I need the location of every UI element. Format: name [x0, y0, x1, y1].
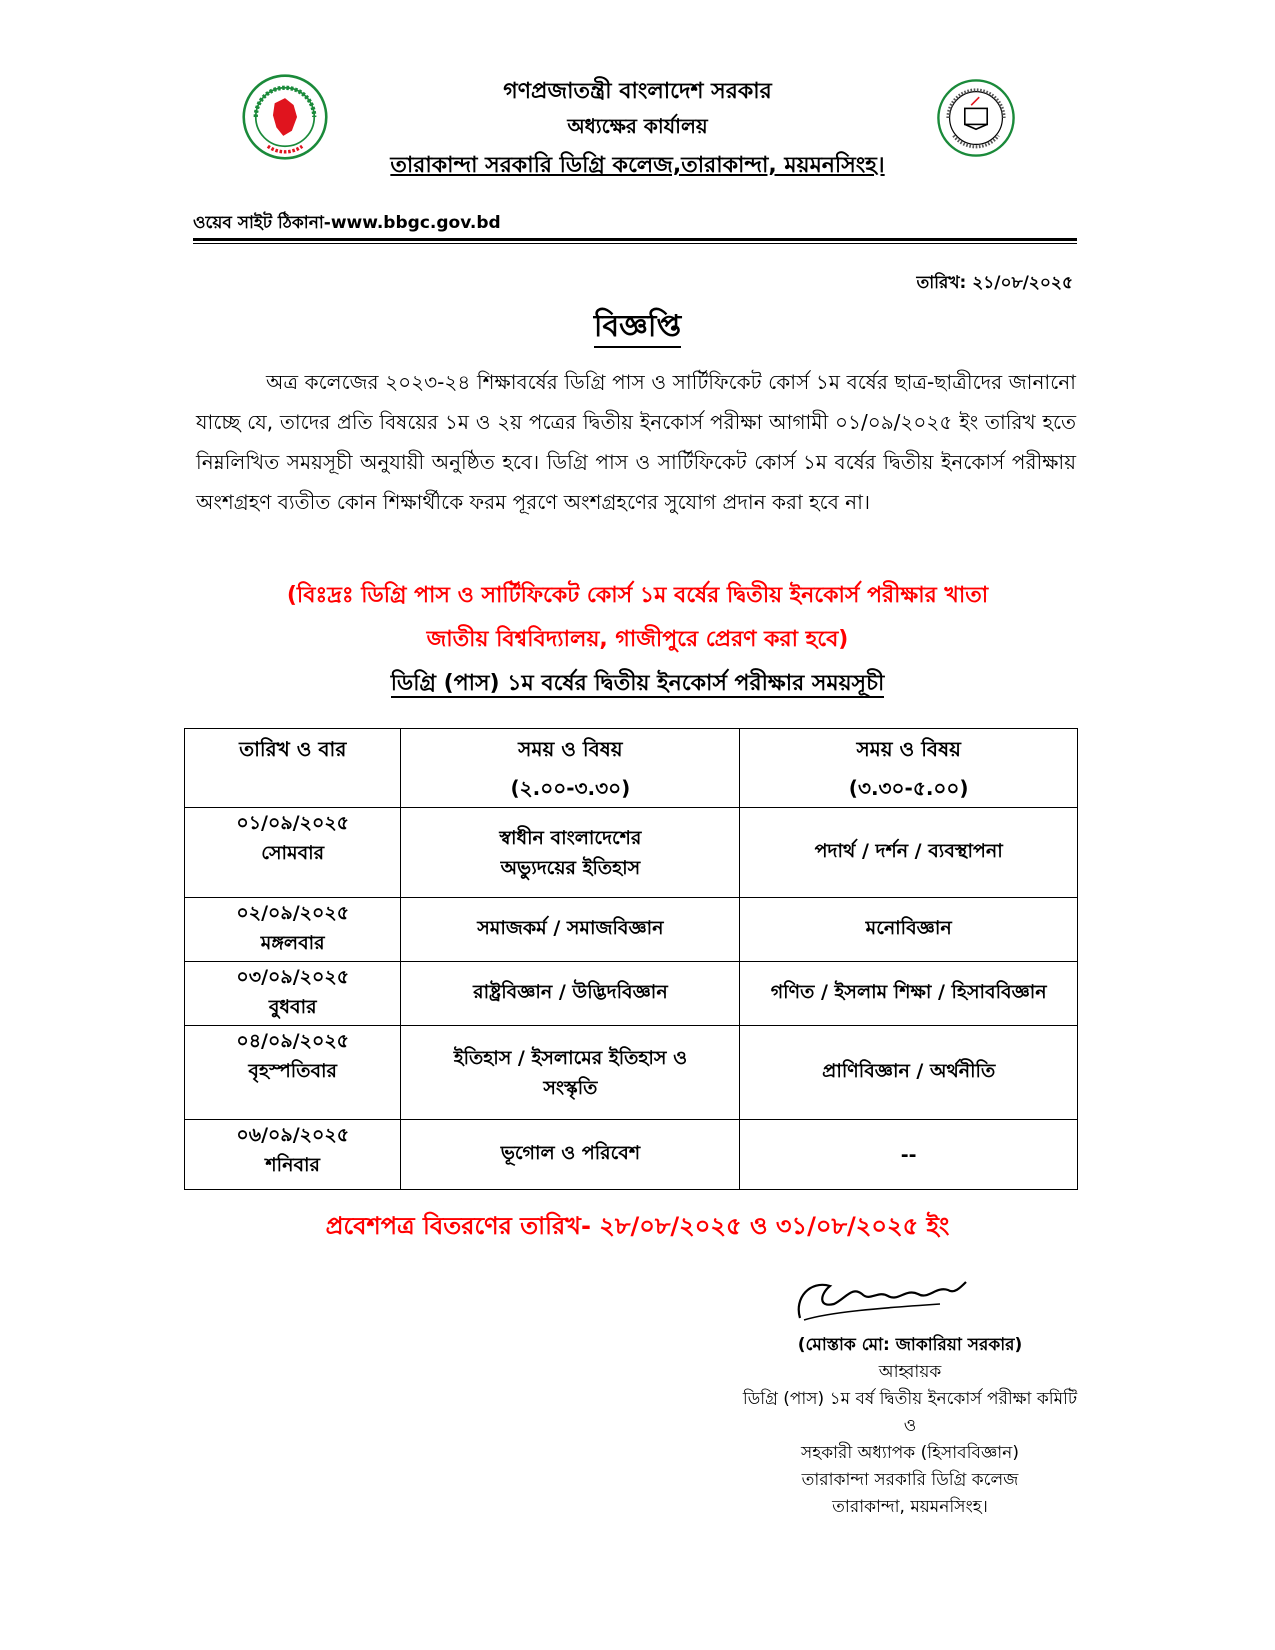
signatory-role: আহ্বায়ক: [878, 1362, 942, 1382]
date-cell: [185, 962, 401, 1026]
table-row: [185, 1120, 1078, 1190]
signatory-institution: তারাকান্দা সরকারি ডিগ্রি কলেজ: [801, 1470, 1019, 1490]
exam-date: ০১/০৯/২০২৫: [236, 812, 350, 834]
header-time: (৩.৩০-৫.০০): [848, 776, 969, 800]
exam-day: সোমবার: [261, 842, 325, 864]
header-divider: [193, 238, 1077, 241]
date-cell: [185, 1026, 401, 1120]
slot-1-subject: ইতিহাস / ইসলামের ইতিহাস ও সংস্কৃতি: [401, 1026, 740, 1120]
header-college-name: তারাকান্দা সরকারি ডিগ্রি কলেজ,তারাকান্দা, ময়মনসিংহ।: [390, 153, 885, 178]
table-row: [185, 1026, 1078, 1120]
notice-body-text: অত্র কলেজের ২০২৩-২৪ শিক্ষাবর্ষের ডিগ্রি পাস ও সার্টিফিকেট কোর্স ১ম বর্ষের ছাত্র-ছাত্রীদের জানানো যাচ্ছে যে, তাদের প্রতি বিষয়ের ১ম ও ২য় পত্রের দ্বিতীয় ইনকোর্স পরীক্ষা আগামী ০১/০৯/২০২৫ ইং তারিখ হতে নিম্নলিখিত সময়সূচী অনুযায়ী অনুষ্ঠিত হবে। ডিগ্রি পাস ও সার্টিফিকেট কোর্স ১ম বর্ষের দ্বিতীয় ইনকোর্স পরীক্ষায় অংশগ্রহণ ব্যতীত কোন শিক্ষার্থীকে ফরম পূরণে অংশগ্রহণের সুযোগ প্রদান করা হবে না।: [196, 370, 1076, 514]
date-cell: [185, 898, 401, 962]
handwritten-signature: [790, 1268, 970, 1328]
slot-2-subject: পদার্থ / দর্শন / ব্যবস্থাপনা: [740, 808, 1078, 898]
header-label: সময় ও বিষয়: [856, 737, 961, 761]
admit-card-distribution: প্রবেশপত্র বিতরণের তারিখ- ২৮/০৮/২০২৫ ও ৩১/০৮/২০২৫ ইং: [325, 1212, 950, 1240]
table-row: [185, 808, 1078, 898]
header-label: সময় ও বিষয়: [518, 737, 623, 761]
slot-2-subject: গণিত / ইসলাম শিক্ষা / হিসাববিজ্ঞান: [740, 962, 1078, 1026]
header-government-name: গণপ্রজাতন্ত্রী বাংলাদেশ সরকার: [503, 79, 772, 104]
note-line-1: (বিঃদ্রঃ ডিগ্রি পাস ও সার্টিফিকেট কোর্স ১ম বর্ষের দ্বিতীয় ইনকোর্স পরীক্ষার খাতা: [286, 583, 989, 608]
signatory-and: ও: [903, 1416, 917, 1436]
date-cell: [185, 808, 401, 898]
header-office-name: অধ্যক্ষের কার্যালয়: [567, 114, 708, 138]
exam-date: ০৩/০৯/২০২৫: [236, 966, 350, 988]
slot-2-subject: মনোবিজ্ঞান: [740, 898, 1078, 962]
signatory-committee: ডিগ্রি (পাস) ১ম বর্ষ দ্বিতীয় ইনকোর্স পরীক্ষা কমিটি: [742, 1389, 1078, 1409]
schedule-title: ডিগ্রি (পাস) ১ম বর্ষের দ্বিতীয় ইনকোর্স পরীক্ষার সময়সূচী: [390, 671, 885, 696]
date-cell: [185, 1120, 401, 1190]
signatory-name: (মোস্তাক মো: জাকারিয়া সরকার): [797, 1335, 1023, 1355]
header-label: তারিখ ও বার: [239, 737, 347, 761]
signatory-block: [700, 1332, 1120, 1521]
header-date-day: [185, 729, 401, 808]
exam-day: বুধবার: [268, 996, 317, 1018]
signatory-designation: সহকারী অধ্যাপক (হিসাববিজ্ঞান): [801, 1443, 1019, 1463]
table-row: [185, 962, 1078, 1026]
notice-body: [196, 362, 1076, 522]
exam-day: মঙ্গলবার: [260, 932, 325, 954]
slot-2-subject: প্রাণিবিজ্ঞান / অর্থনীতি: [740, 1026, 1078, 1120]
exam-date: ০৪/০৯/২০২৫: [236, 1030, 350, 1052]
note-line-2: জাতীয় বিশ্ববিদ্যালয়, গাজীপুরে প্রেরণ করা হবে): [426, 627, 849, 652]
header-time: (২.০০-৩.৩০): [510, 776, 631, 800]
exam-date: ০৬/০৯/২০২৫: [236, 1124, 350, 1146]
schedule-table: [184, 728, 1078, 1190]
header-divider-thin: [193, 243, 1077, 244]
header-slot-1: [401, 729, 740, 808]
exam-day: বৃহস্পতিবার: [248, 1060, 337, 1082]
exam-date: ০২/০৯/২০২৫: [236, 902, 350, 924]
slot-1-subject: সমাজকর্ম / সমাজবিজ্ঞান: [401, 898, 740, 962]
notice-date: তারিখ: ২১/০৮/২০২৫: [916, 273, 1073, 293]
table-header-row: [185, 729, 1078, 808]
slot-2-subject: --: [740, 1120, 1078, 1190]
slot-1-subject: ভূগোল ও পরিবেশ: [401, 1120, 740, 1190]
header-slot-2: [740, 729, 1078, 808]
slot-1-subject: স্বাধীন বাংলাদেশের অভ্যুদয়ের ইতিহাস: [401, 808, 740, 898]
signatory-address: তারাকান্দা, ময়মনসিংহ।: [832, 1497, 988, 1517]
notice-title: বিজ্ঞপ্তি: [0, 302, 1275, 353]
slot-1-subject: রাষ্ট্রবিজ্ঞান / উদ্ভিদবিজ্ঞান: [401, 962, 740, 1026]
exam-day: শনিবার: [265, 1154, 320, 1176]
website-address: ওয়েব সাইট ঠিকানা-www.bbgc.gov.bd: [193, 213, 501, 233]
table-row: [185, 898, 1078, 962]
